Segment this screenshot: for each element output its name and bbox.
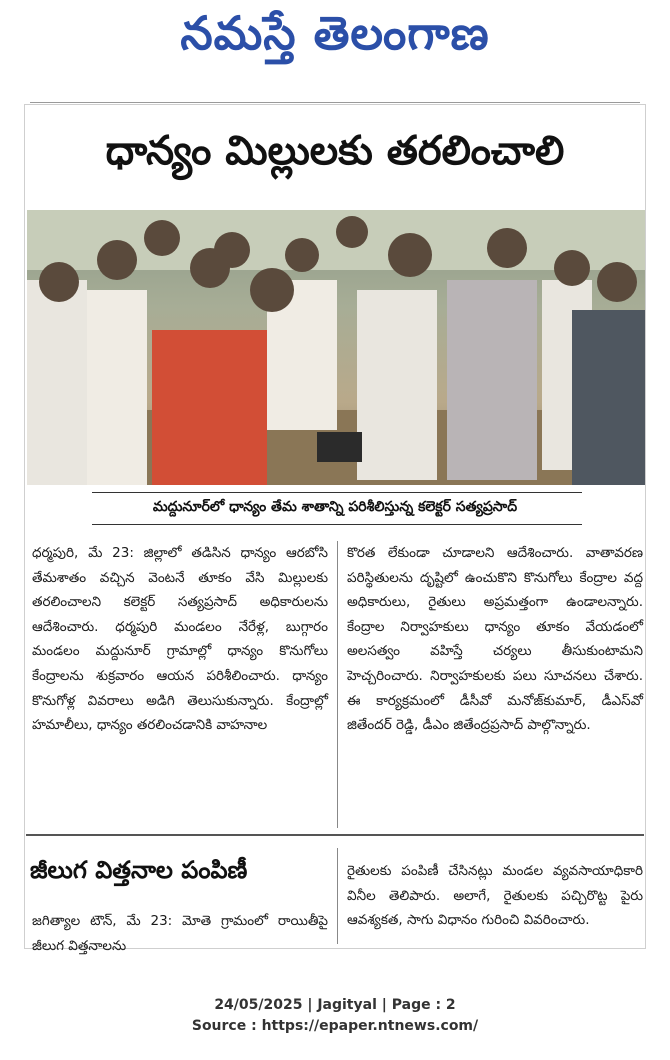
column-divider	[337, 541, 338, 828]
article-separator	[26, 834, 644, 836]
masthead	[0, 0, 670, 78]
masthead-divider	[30, 102, 640, 103]
news-photo	[27, 210, 645, 485]
masthead-title: నమస్తే తెలంగాణ	[180, 6, 490, 60]
article2-body-column-1: జగిత్యాల టౌన్, మే 23: మోతె గ్రామంలో రాయితీపై జీలుగ విత్తనాలను	[32, 913, 328, 954]
article-body-column-1: ధర్మపురి, మే 23: జిల్లాలో తడిసిన ధాన్యం ఆరబోసి తేమశాతం వచ్చిన వెంటనే తూకం వేసి మిల్లులకు తరలించాలని కలెక్టర్ సత్యప్రసాద్ అధికారులను ఆదేశించారు. ధర్మపురి మండలం నేరేళ్ల, బుగ్గారం మండలం మద్దునూర్ గ్రామాల్లో ధాన్యం కొనుగోలు కేంద్రాలను శుక్రవారం ఆయన పరిశీలించారు. ధాన్యం కొనుగోళ్ల వివరాలు అడిగి తెలుసుకున్నారు. కేంద్రాల్లో హమాలీలు, ధాన్యం తరలించడానికి వాహనాల	[32, 545, 328, 734]
footer-date-edition: 24/05/2025 | Jagityal | Page : 2	[214, 997, 456, 1013]
article-body-column-2: కొరత లేకుండా చూడాలని ఆదేశించారు. వాతావరణ పరిస్థితులను దృష్టిలో ఉంచుకొని కొనుగోలు కేంద్రాల వద్ద అధికారులు, రైతులు అప్రమత్తంగా ఉండాలన్నారు. కేంద్రాల నిర్వాహకులు ధాన్యం తూకం వేయడంలో అలసత్వం వహిస్తే చర్యలు తీసుకుంటామని హెచ్చరించారు. నిర్వాహకులకు పలు సూచనలు చేశారు. ఈ కార్యక్రమంలో డీసీవో మనోజ్‌కుమార్, డీఎస్‌వో జితేందర్ రెడ్డి, డీఎం జితేంద్రప్రసాద్ పాల్గొన్నారు.	[347, 545, 643, 734]
photo-caption: మద్దునూర్‌లో ధాన్యం తేమ శాతాన్ని పరిశీలిస్తున్న కలెక్టర్ సత్యప్రసాద్	[152, 499, 518, 515]
footer-source: Source : https://epaper.ntnews.com/	[191, 1018, 479, 1034]
article-headline: ధాన్యం మిల్లులకు తరలించాలి	[105, 128, 565, 174]
article2-body-column-2: రైతులకు పంపిణీ చేసినట్లు మండల వ్యవసాయాధికారి వినీల తెలిపారు. అలాగే, రైతులకు పచ్చిరొట్ట పైరు ఆవశ్యకత, సాగు విధానం గురించి వివరించారు.	[347, 863, 643, 929]
column-divider-2	[337, 848, 338, 944]
caption-rule-bottom	[92, 524, 582, 525]
article2-headline: జీలుగ విత్తనాల పంపిణీ	[30, 856, 248, 884]
caption-rule-top	[92, 492, 582, 493]
